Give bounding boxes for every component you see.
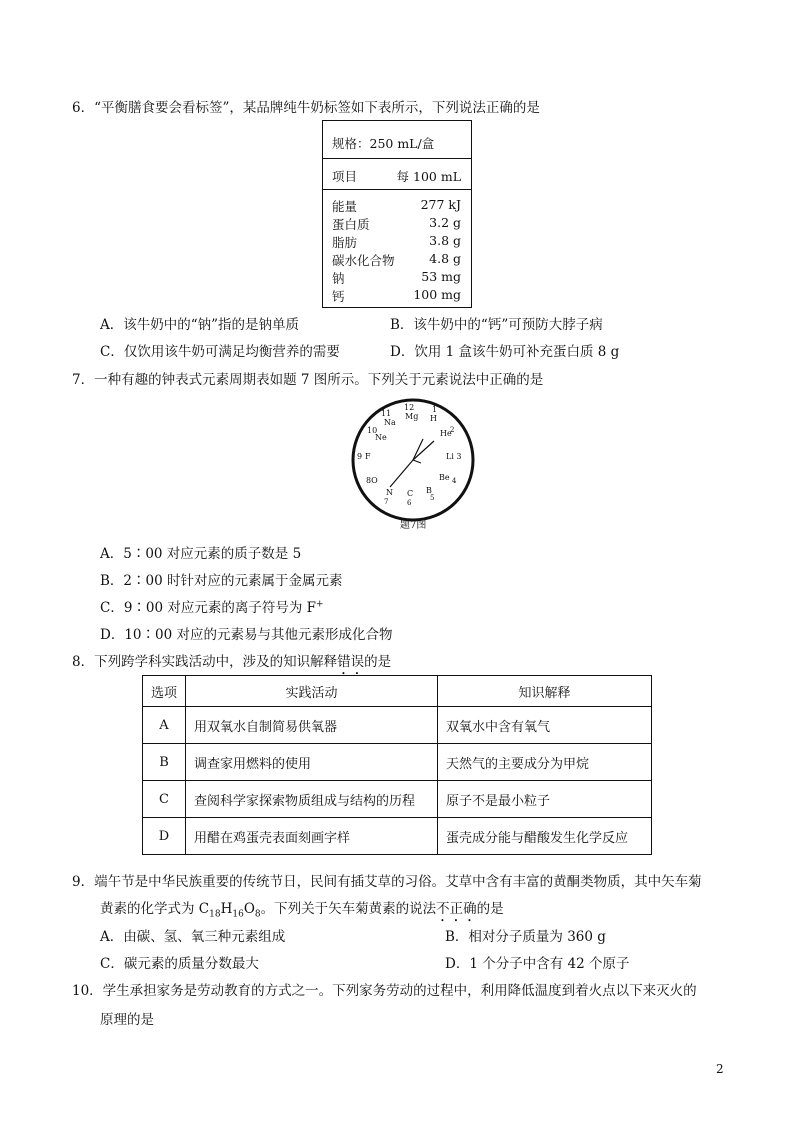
clock-label: 5 (430, 494, 435, 502)
milk-row-value: 4.8 g (429, 251, 461, 266)
ion-charge: + (316, 599, 324, 610)
q6-option-a: A．该牛奶中的“钠”指的是钠单质 (100, 317, 300, 333)
table-header: 实践活动 (186, 676, 438, 707)
q6-option-c: C．仅饮用该牛奶可满足均衡营养的需要 (100, 344, 340, 360)
clock-label: He (440, 429, 452, 438)
q6-option-d: D．饮用 1 盒该牛奶可补充蛋白质 8 g (390, 344, 620, 360)
emphasized-text: 不正确 (436, 901, 477, 917)
table-cell: 调查家用燃料的使用 (186, 744, 438, 781)
subscript: 18 (209, 909, 221, 920)
page-number: 2 (716, 1062, 724, 1076)
clock-label: 11 (381, 409, 392, 418)
clock-label: Ne (375, 433, 387, 442)
milk-row-name: 脂肪 (332, 235, 358, 250)
clock-hand (413, 441, 434, 460)
clock-label: Be (439, 473, 450, 482)
q9-stem-line1: 9．端午节是中华民族重要的传统节日，民间有插艾草的习俗。艾草中含有丰富的黄酮类物质，其中矢车菊 (72, 874, 702, 890)
table-cell: C (143, 781, 186, 818)
clock-label: 6 (407, 499, 412, 507)
milk-row-value: 3.2 g (429, 215, 461, 230)
q7-option-d: D．10∶00 对应的元素易与其他元素形成化合物 (100, 627, 393, 643)
clock-label: Li 3 (446, 452, 462, 461)
table-row (143, 818, 652, 855)
q10-stem-line2: 原理的是 (100, 1012, 154, 1028)
milk-nutrition-label (322, 120, 472, 308)
q8-table (142, 675, 652, 855)
milk-row-name: 钙 (332, 289, 345, 304)
clock-label: 7 (384, 498, 389, 506)
q7-stem: 7．一种有趣的钟表式元素周期表如题 7 图所示。下列关于元素说法中正确的是 (72, 372, 544, 388)
table-cell: 原子不是最小粒子 (438, 781, 652, 818)
milk-row (332, 197, 461, 215)
q9-option-a: A．由碳、氢、氧三种元素组成 (100, 929, 286, 945)
milk-row (332, 233, 461, 251)
q7-option-a: A．5∶00 对应元素的质子数是 5 (100, 546, 302, 562)
table-cell: 双氧水中含有氧气 (438, 707, 652, 744)
clock-label: B (426, 486, 432, 495)
divider (323, 189, 471, 190)
q7-option-b: B．2∶00 时针对应的元素属于金属元素 (100, 573, 343, 589)
q9-option-d: D．1 个分子中含有 42 个原子 (445, 956, 630, 972)
clock-label: H (430, 414, 437, 423)
milk-row (332, 269, 461, 287)
milk-item-header: 项目 (332, 169, 358, 184)
milk-row (332, 215, 461, 233)
q9-option-c: C．碳元素的质量分数最大 (100, 956, 259, 972)
table-cell: 天然气的主要成分为甲烷 (438, 744, 652, 781)
clock-label: C (407, 489, 414, 498)
milk-row-name: 碳水化合物 (332, 253, 395, 268)
clock-label: 2 (450, 426, 455, 434)
option-text: C．9∶00 对应元素的离子符号为 F (100, 600, 317, 616)
milk-row (332, 251, 461, 269)
table-cell: D (143, 818, 186, 855)
table-cell: 用双氧水自制简易供氧器 (186, 707, 438, 744)
divider (323, 158, 471, 159)
element-clock-figure (350, 397, 480, 533)
q6-stem: 6．“平衡膳食要会看标签”，某品牌纯牛奶标签如下表所示，下列说法正确的是 (72, 100, 540, 116)
clock-label: 12 (404, 403, 415, 412)
table-header: 知识解释 (438, 676, 652, 707)
q9-option-b: B．相对分子质量为 360 g (445, 929, 606, 945)
milk-row-name: 能量 (332, 199, 358, 214)
table-row (143, 781, 652, 818)
clock-label: 1 (432, 405, 438, 414)
stem-text: 的是 (364, 654, 392, 670)
stem-text: 的是 (476, 901, 504, 917)
clock-label: F (365, 452, 371, 461)
stem-text: H (220, 901, 233, 917)
table-cell: 蛋壳成分能与醋酸发生化学反应 (438, 818, 652, 855)
stem-text: 黄素的化学式为 C (100, 901, 210, 917)
subscript: 8 (254, 909, 261, 920)
milk-row-value: 100 mg (413, 287, 461, 302)
subscript: 16 (232, 909, 244, 920)
table-cell: B (143, 744, 186, 781)
q7-option-c (100, 596, 324, 616)
milk-row-value: 277 kJ (420, 197, 461, 212)
clock-label: N (386, 488, 393, 497)
clock-label: 4 (452, 477, 457, 485)
emphasized-text: 错误 (337, 654, 365, 670)
q6-option-b: B．该牛奶中的“钙”可预防大脖子病 (390, 317, 603, 333)
clock-hand (390, 460, 413, 487)
clock-label: 9 (357, 452, 363, 461)
table-cell: 查阅科学家探索物质组成与结构的历程 (186, 781, 438, 818)
milk-per-header: 每 100 mL (396, 169, 461, 184)
clock-label: Na (384, 418, 396, 427)
clock-label: 10 (367, 426, 378, 435)
q9-stem-line2 (100, 897, 504, 925)
milk-spec: 规格：250 mL/盒 (332, 136, 435, 151)
table-row (143, 707, 652, 744)
table-header: 选项 (143, 676, 186, 707)
clock-label: 8O (366, 476, 378, 485)
table-row (143, 744, 652, 781)
clock-label: Mg (405, 412, 419, 421)
milk-row-name: 蛋白质 (332, 217, 370, 232)
milk-row-name: 钠 (332, 271, 345, 286)
stem-text: O (243, 901, 255, 917)
milk-row-value: 3.8 g (429, 233, 461, 248)
stem-text: 。下列关于矢车菊黄素的说法 (260, 901, 437, 917)
milk-row (332, 287, 461, 305)
clock-hand (413, 460, 421, 463)
table-cell: A (143, 707, 186, 744)
stem-text: 8．下列跨学科实践活动中，涉及的知识解释 (72, 654, 338, 670)
table-cell: 用醋在鸡蛋壳表面刻画字样 (186, 818, 438, 855)
milk-row-value: 53 mg (421, 269, 461, 284)
figure-caption: 题7图 (400, 520, 427, 531)
q10-stem-line1: 10．学生承担家务是劳动教育的方式之一。下列家务劳动的过程中，利用降低温度到着火点以下来灭火的 (72, 983, 697, 999)
table-header-row (143, 676, 652, 707)
q8-stem (72, 650, 391, 678)
clock-hand (413, 439, 423, 460)
